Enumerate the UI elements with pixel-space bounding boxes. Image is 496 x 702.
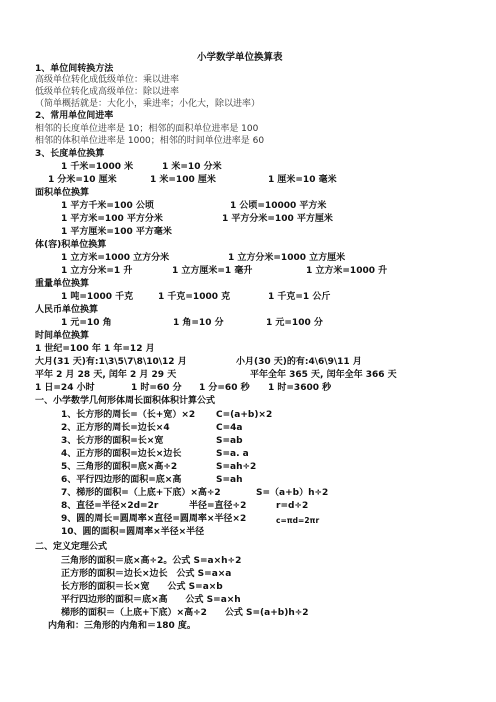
weight-item: 1 千克=1000 克 — [158, 292, 231, 302]
formula-symbol: C=4a — [216, 423, 243, 433]
geometry-heading: 一、小学数学几何形体周长面积体积计算公式 — [35, 396, 216, 406]
volume-item: 1 立方米=1000 升 — [306, 266, 388, 276]
length-item: 1 厘米=10 毫米 — [268, 175, 337, 185]
time-item: 大月(31 天)有:1\3\5\7\8\10\12 月 — [35, 357, 187, 367]
rmb-item: 1 元=100 分 — [266, 318, 323, 328]
formula-text: 10、圆的面积=圆周率×半径×半径 — [61, 527, 205, 537]
time-item: 1 时=60 分 — [131, 383, 182, 393]
area-item: 1 平方米=100 平方分米 — [61, 214, 163, 224]
time-item: 1 日=24 小时 — [35, 383, 95, 393]
formula-text: 1、长方形的周长=（长+宽）×2 — [61, 410, 196, 420]
formula-text: 3、长方形的面积=长×宽 — [61, 436, 164, 446]
formula-text: 5、三角形的面积=底×高÷2 — [61, 462, 178, 472]
time-item: 平年全年 365 天, 闰年全年 366 天 — [250, 370, 397, 380]
s1-line-3: （简单概括就是：大化小，乘进率；小化大，除以进率） — [35, 99, 261, 109]
length-item: 1 千米=1000 米 — [61, 162, 134, 172]
time-item: 平年 2 月 28 天, 闰年 2 月 29 天 — [35, 370, 177, 380]
formula-text: 6、平行四边形的面积=底×高 — [61, 475, 182, 485]
weight-item: 1 吨=1000 千克 — [61, 292, 134, 302]
time-item: 小月(30 天)的有:4\6\9\11 月 — [236, 357, 362, 367]
section-1-heading: 1、单位间转换方法 — [35, 64, 114, 74]
volume-item: 1 立方米=1000 立方分米 — [61, 253, 170, 263]
formula-symbol: S=ah — [216, 475, 243, 485]
length-item: 1 米=10 分米 — [162, 162, 222, 172]
formula-text: 4、正方形的面积=边长×边长 — [61, 449, 182, 459]
formula-symbol: S=a. a — [216, 449, 249, 459]
formula-text: 8、直径=半径×2d=2r — [61, 501, 159, 511]
formula-text: 半径=直径÷2 — [189, 501, 247, 511]
length-item: 1 米=100 厘米 — [150, 175, 216, 185]
area-item: 1 公顷=10000 平方米 — [230, 201, 327, 211]
volume-item: 1 立方厘米=1 毫升 — [172, 266, 253, 276]
formula-symbol: S=ah÷2 — [216, 462, 257, 472]
s2-line-2: 相邻的体积单位进率是 1000；相邻的时间单位进率是 60 — [35, 136, 265, 146]
time-item: 1 时=3600 秒 — [268, 383, 332, 393]
formula-symbol: c=πd=2πr — [276, 516, 320, 525]
length-item: 1 分米=10 厘米 — [48, 175, 117, 185]
area-item: 1 平方分米=100 平方厘米 — [222, 214, 333, 224]
weight-item: 1 千克=1 公斤 — [268, 292, 331, 302]
definition-line: 梯形的面积＝（上底+下底）×高÷2 公式 S=(a+b)h÷2 — [61, 608, 309, 618]
s2-line-1: 相邻的长度单位进率是 10；相邻的面积单位进率是 100 — [35, 124, 259, 134]
definition-line: 三角形的面积＝底×高÷2。公式 S=a×h÷2 — [61, 556, 242, 566]
time-heading: 时间单位换算 — [35, 331, 90, 341]
weight-heading: 重量单位换算 — [35, 279, 90, 289]
rmb-heading: 人民币单位换算 — [35, 305, 99, 315]
volume-heading: 体(容)积单位换算 — [35, 240, 107, 250]
area-item: 1 平方厘米=100 平方毫米 — [61, 227, 172, 237]
time-item: 1 分=60 秒 — [199, 383, 250, 393]
definitions-heading: 二、定义定理公式 — [35, 542, 108, 552]
formula-symbol: S=（a+b）h÷2 — [256, 488, 329, 498]
formula-text: 7、梯形的面积=（上底+下底）×高÷2 — [61, 488, 221, 498]
s1-line-2: 低级单位转化成高级单位：除以进率 — [35, 87, 180, 97]
area-heading: 面积单位换算 — [35, 188, 90, 198]
formula-text: 2、正方形的周长=边长×4 — [61, 423, 170, 433]
definition-line: 正方形的面积＝边长×边长 公式 S=a×a — [61, 569, 232, 579]
formula-symbol: C=(a+b)×2 — [216, 410, 273, 420]
formula-symbol: S=ab — [216, 436, 243, 446]
formula-text: 9、圆的周长=圆周率×直径=圆周率×半径×2 — [61, 514, 247, 524]
volume-item: 1 立方分米=1 升 — [61, 266, 133, 276]
definition-line: 内角和：三角形的内角和＝180 度。 — [48, 621, 196, 631]
volume-item: 1 立方分米=1000 立方厘米 — [228, 253, 346, 263]
section-2-heading: 2、常用单位间进率 — [35, 111, 114, 121]
rmb-item: 1 角=10 分 — [173, 318, 224, 328]
definition-line: 平行四边形的面积＝底×高 公式 S=a×h — [61, 595, 241, 605]
definition-line: 长方形的面积＝长×宽 公式 S=a×b — [61, 582, 223, 592]
time-line-1: 1 世纪=100 年 1 年=12 月 — [35, 344, 155, 354]
section-3-heading: 3、长度单位换算 — [35, 149, 105, 159]
s1-line-1: 高级单位转化成低级单位：乘以进率 — [35, 75, 180, 85]
formula-symbol: r=d÷2 — [276, 501, 309, 511]
page-title: 小学数学单位换算表 — [197, 52, 283, 63]
area-item: 1 平方千米=100 公顷 — [61, 201, 154, 211]
rmb-item: 1 元=10 角 — [61, 318, 112, 328]
